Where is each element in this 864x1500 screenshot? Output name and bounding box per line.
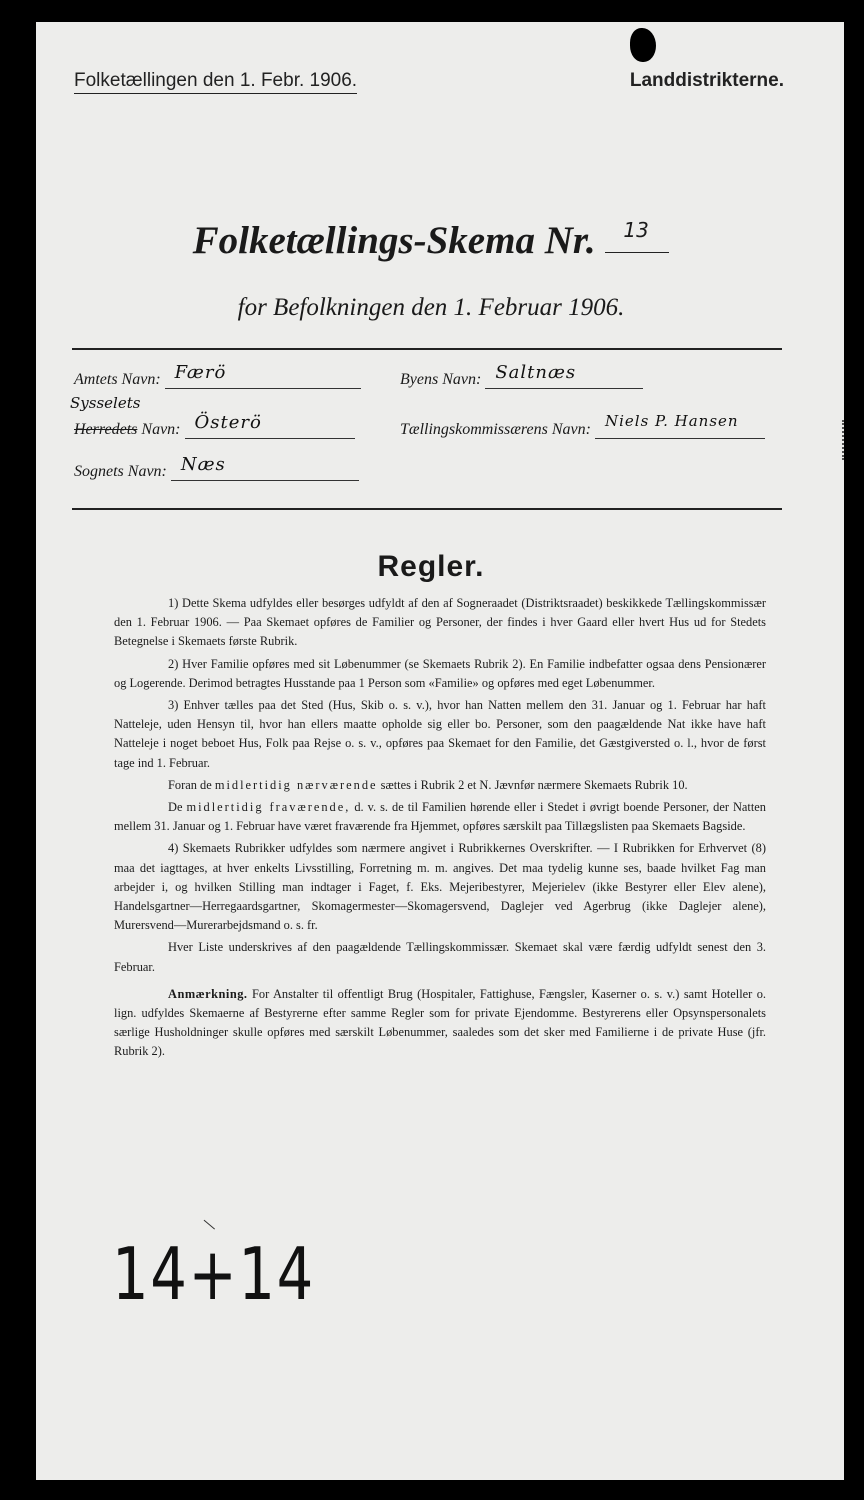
header-census-date: Folketællingen den 1. Febr. 1906. <box>74 70 357 94</box>
byen-field <box>400 362 643 389</box>
herred-field <box>74 412 355 439</box>
header-district-type: Landdistrikterne. <box>629 70 784 91</box>
herred-correction: Sysselets <box>70 394 141 412</box>
note-text: For Anstalter til offentligt Brug (Hospitaler, Fattighuse, Fængsler, Kaserner o. s. v.) samt Hoteller o. lign. udfyldes Skemaerne af Bestyrerne efter samme Regler som for private Ejendomme. Bestyrerens eller Opsynspersonalets særlige Husholdninger skulle opføres med særskilt Løbenummer, saaledes som det sker med Familierne i de private Huse (jfr. Rubrik 2). <box>114 986 766 1059</box>
byen-label: Byens Navn: <box>400 371 482 388</box>
divider-top <box>72 348 782 350</box>
handwritten-total: 14+14 <box>112 1232 315 1316</box>
sogn-field <box>74 454 359 481</box>
divider-bottom <box>72 508 782 510</box>
rule-signature: Hver Liste underskrives af den paagældende Tællingskommissær. Skemaet skal være færdig udfyldt senest den 3. Februar. <box>114 940 766 974</box>
note-label: Anmærkning. <box>168 986 248 1001</box>
form-subtitle: for Befolkningen den 1. Februar 1906. <box>237 294 625 321</box>
rules-text <box>114 594 766 1065</box>
byen-value: Saltnæs <box>495 362 577 383</box>
rule-3b-post: sættes i Rubrik 2 et N. Jævnfør nærmere Skemaets Rubrik 10. <box>380 777 688 792</box>
herred-label-struck: Herredets <box>74 421 138 438</box>
amt-line <box>165 362 361 389</box>
rule-3: 3) Enhver tælles paa det Sted (Hus, Skib o. s. v.), hvor han Natten mellem den 31. Januar og 1. Februar har haft Natteleje, uden Hensyn til, hvor han ellers maatte opholde sig eller bo. Personer, som den paagældende Nat ikke have haft Natteleje i noget beboet Hus, Folk paa Rejse o. s. v., opføres paa Skemaet for den Familie, det Gæstgiversted o. l., hvor de først tage ind 1. Februar. <box>114 698 766 770</box>
rule-3b-pre: Foran de <box>168 777 212 792</box>
byen-line <box>485 362 643 389</box>
herred-value: Österö <box>194 412 262 433</box>
kommissaer-field <box>400 412 765 439</box>
kommissaer-label: Tællingskommissærens Navn: <box>400 421 591 438</box>
amt-value: Færö <box>174 362 227 383</box>
rule-3b-spaced: midlertidig nærværende <box>214 777 378 792</box>
rule-3c-pre: De <box>168 800 183 815</box>
ink-blot <box>630 28 656 62</box>
herred-line <box>185 412 355 439</box>
rule-3-temporary-absent <box>114 798 766 836</box>
rule-3c-spaced: midlertidig fraværende, <box>186 800 351 815</box>
sogn-label: Sognets Navn: <box>74 463 167 480</box>
rule-3c-post: d. v. s. de til Familien hørende eller i Stedet i øvrigt boende Personer, der Natten mellem 31. Januar og 1. Februar have været fraværende fra Hjemmet, opføres særskilt paa Tillægslisten paa Skemaets Bagside. <box>114 800 766 834</box>
note <box>114 985 766 1062</box>
form-title <box>36 218 826 263</box>
kommissaer-line <box>595 412 765 439</box>
rule-4: 4) Skemaets Rubrikker udfyldes som nærmere angivet i Rubrikkernes Overskrifter. — I Rubrikken for Erhvervet (8) maa det iagttages, at hver enkelts Livsstilling, Forretning m. m. angives. Det maa tydelig kunne ses, baade hvilket Fag man arbejder i, og hvilken Stilling man indtager i Faget, f. Eks. Mejeribestyrer, Mejerielev (ikke Bestyrer eller Elev alene), Handelsgartner—Herregaardsgartner, Skomagermester—Skomagersvend, Daglejer ved Agerbrug (ikke Daglejer alene), Murersvend—Murerarbejdsmand o. s. fr. <box>114 841 766 933</box>
edge-dots <box>838 420 844 460</box>
form-number-line <box>605 218 669 253</box>
form-title-text: Folketællings-Skema Nr. <box>192 219 596 262</box>
sogn-value: Næs <box>180 454 226 475</box>
amt-field <box>74 362 361 389</box>
sogn-line <box>171 454 359 481</box>
rules-heading: Regler. <box>377 550 485 583</box>
amt-label: Amtets Navn: <box>74 371 161 388</box>
rule-2: 2) Hver Familie opføres med sit Løbenummer (se Skemaets Rubrik 2). En Familie indbefatter ogsaa dens Pensionærer og Logerende. Derimod betragtes Husstande paa 1 Person som «Familie» og opføres med eget Løbenummer. <box>114 656 766 690</box>
pencil-mark <box>203 1220 215 1231</box>
rule-1: 1) Dette Skema udfyldes eller besørges udfyldt af den af Sogneraadet (Distriktsraadet) beskikkede Tællingskommissær den 1. Februar 1906. — Paa Skemaet opføres de Familier og Personer, der findes i hver Gaard eller hvert Hus ud for Stedets Betegnelse i Skemaets første Rubrik. <box>114 596 766 649</box>
herred-label: Navn: <box>141 421 181 438</box>
kommissaer-value: Niels P. Hansen <box>604 412 739 430</box>
form-number: 13 <box>623 218 649 242</box>
census-form-page <box>36 22 844 1480</box>
rule-3-temporary-present <box>114 776 766 795</box>
